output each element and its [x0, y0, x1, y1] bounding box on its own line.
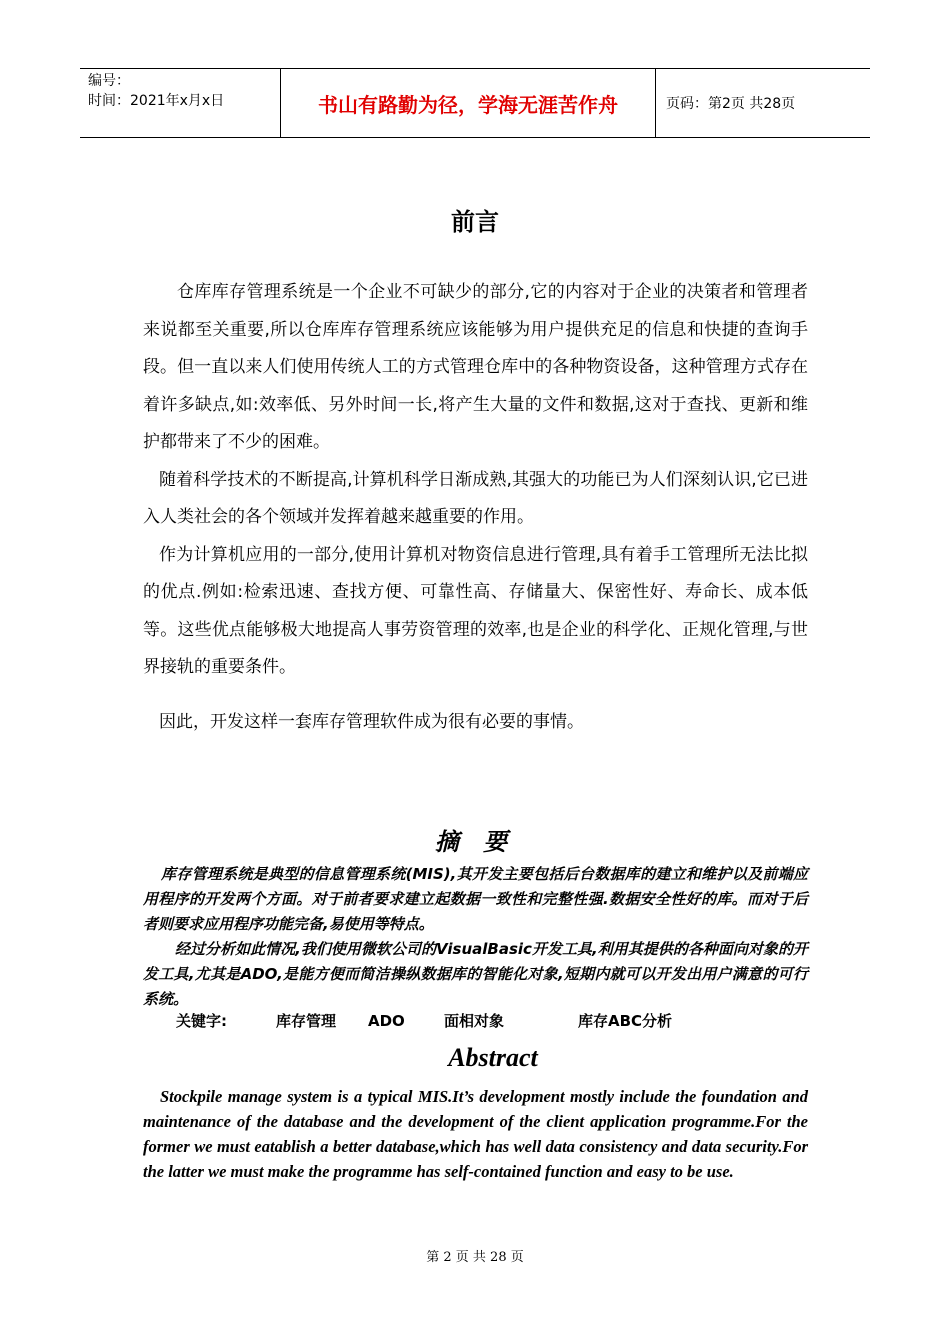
keywords-line [176, 1010, 672, 1031]
preface-title: 前言 [451, 208, 499, 236]
abstract-cn-paragraph-2: 经过分析如此情况,我们使用微软公司的VisualBasic开发工具,利用其提供的各种面向对象的开发工具,尤其是ADO,是能方便而简洁操纵数据库的智能化对象,短期内就可以开发出用户满意的可行系统。 [143, 940, 808, 1008]
abstract-cn-body [143, 862, 808, 1012]
header-meta [80, 69, 280, 137]
abstract-en-body: Stockpile manage system is a typical MIS.It’s development mostly include the foundation and maintenance of the database and the development of the client application programme.For the former we must eatablish a better database,which has well data consistency and data security.For the latter we must make the programme has self-contained function and easy to be use. [143, 1087, 808, 1181]
keywords-label: 关键字: [176, 1012, 227, 1030]
preface-paragraph-3: 作为计算机应用的一部分,使用计算机对物资信息进行管理,具有着手工管理所无法比拟的优点.例如:检索迅速、查找方便、可靠性高、存储量大、保密性好、寿命长、成本低等。这些优点能够极大地提高人事劳资管理的效率,也是企业的科学化、正规化管理,与世界接轨的重要条件。 [143, 544, 808, 677]
keyword-item: ADO [368, 1012, 405, 1030]
keyword-item: 面相对象 [444, 1012, 505, 1030]
header-number-label: 编号： [88, 73, 130, 89]
keyword-item: 库存管理 [276, 1012, 337, 1030]
page-footer: 第 2 页 共 28 页 [426, 1250, 524, 1265]
abstract-cn-title: 摘 要 [434, 828, 516, 856]
header-time-label: 时间：2021年x月x日 [88, 93, 225, 109]
header-page-info: 页码：第2页 共28页 [666, 96, 796, 112]
page-header [80, 68, 870, 138]
abstract-cn-paragraph-1: 库存管理系统是典型的信息管理系统(MIS),其开发主要包括后台数据库的建立和维护以及前端应用程序的开发两个方面。对于前者要求建立起数据一致性和完整性强.数据安全性好的库。而对于后者则要求应用程序功能完备,易使用等特点。 [143, 865, 808, 933]
abstract-en-title: Abstract [448, 1043, 538, 1072]
preface-paragraph-4: 因此，开发这样一套库存管理软件成为很有必要的事情。 [159, 711, 584, 732]
keyword-item: 库存ABC分析 [578, 1012, 673, 1030]
preface-paragraph-2: 随着科学技术的不断提高,计算机科学日渐成熟,其强大的功能已为人们深刻认识,它已进入人类社会的各个领域并发挥着越来越重要的作用。 [143, 469, 808, 527]
header-motto: 书山有路勤为径，学海无涯苦作舟 [280, 69, 656, 137]
preface-paragraph-1: 仓库库存管理系统是一个企业不可缺少的部分,它的内容对于企业的决策者和管理者来说都至关重要,所以仓库库存管理系统应该能够为用户提供充足的信息和快捷的查询手段。但一直以来人们使用传统人工的方式管理仓库中的各种物资设备，这种管理方式存在着许多缺点,如:效率低、另外时间一长,将产生大量的文件和数据,这对于查找、更新和维护都带来了不少的困难。 [143, 282, 808, 452]
preface-body [143, 274, 808, 741]
